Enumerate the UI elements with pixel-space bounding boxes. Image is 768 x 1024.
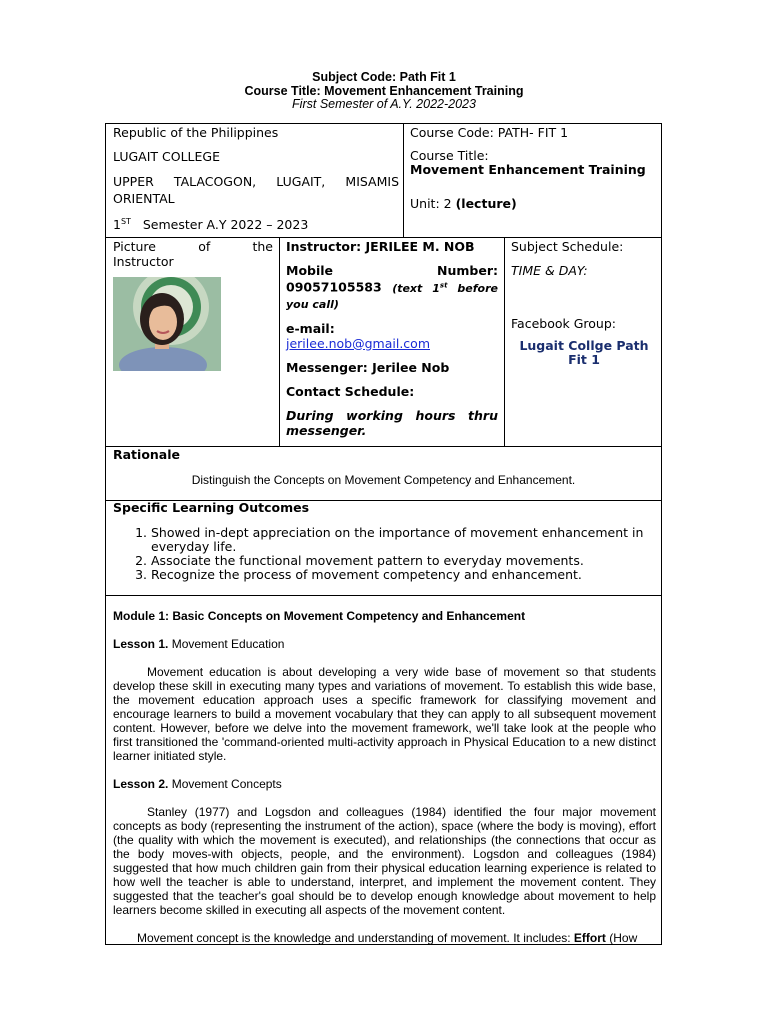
mobile-word: Mobile bbox=[286, 263, 334, 278]
module-title: Module 1: Basic Concepts on Movement Competency and Enhancement bbox=[113, 609, 526, 623]
republic-text: Republic of the Philippines bbox=[113, 125, 279, 140]
divider bbox=[279, 237, 280, 447]
rationale-title: Rationale bbox=[113, 447, 181, 462]
lesson1-title: Movement Education bbox=[168, 637, 285, 651]
course-info bbox=[410, 125, 658, 211]
instructor-word: Instructor bbox=[113, 254, 174, 269]
outcome-item bbox=[151, 568, 657, 582]
semester-info bbox=[113, 214, 399, 232]
divider bbox=[106, 237, 661, 238]
outcome-text: Associate the functional movement pattern to everyday movements. bbox=[151, 553, 584, 568]
divider bbox=[504, 237, 505, 447]
outcomes-title: Specific Learning Outcomes bbox=[113, 500, 310, 515]
semester-number: 1 bbox=[113, 217, 121, 233]
lesson1-paragraph: Movement education is about developing a very wide base of movement so that students develop these skill in executing many types and variations of movement. To establish this wide base, the movement education approach uses a specific framework for classifying movement and encourage learners to build a movement vocabulary that they can apply to all subsequent movement content. However, before we delve into the movement framework, we'll take look at the people who first transitioned the 'command-oriented multi-activity approach in Physical Education to a new distinct learner initiated style. bbox=[113, 665, 656, 763]
mobile-note-text-2: before you call) bbox=[286, 281, 498, 311]
divider bbox=[403, 124, 404, 238]
of-word: of bbox=[198, 239, 211, 254]
course-info-table bbox=[105, 123, 662, 945]
college-address: UPPER TALACOGON, LUGAIT, MISAMIS ORIENTAL bbox=[113, 174, 399, 206]
contact-schedule-label: Contact Schedule: bbox=[286, 383, 415, 399]
subject-schedule-label: Subject Schedule: bbox=[511, 239, 624, 254]
divider bbox=[106, 595, 661, 596]
lesson2-label: Lesson 2. bbox=[113, 777, 169, 791]
mobile-number: 09057105583 bbox=[286, 279, 382, 295]
email-container bbox=[286, 336, 498, 351]
picture-word: Picture bbox=[113, 239, 156, 254]
outcome-item bbox=[151, 554, 657, 568]
course-code: Course Code: PATH- FIT 1 bbox=[410, 125, 569, 140]
outcome-item bbox=[151, 526, 657, 554]
time-day-label: TIME & DAY: bbox=[511, 263, 588, 278]
course-title-header: Course Title: Movement Enhancement Training bbox=[244, 83, 524, 98]
subject-code: Subject Code: Path Fit 1 bbox=[312, 70, 456, 84]
messenger-info: Messenger: Jerilee Nob bbox=[286, 359, 450, 375]
number-word: Number: bbox=[437, 263, 498, 278]
concept-tail: (How bbox=[605, 931, 638, 945]
facebook-group-name: Lugait Collge Path Fit 1 bbox=[519, 338, 649, 367]
lesson2-title: Movement Concepts bbox=[168, 777, 282, 791]
semester-header: First Semester of A.Y. 2022-2023 bbox=[292, 97, 476, 111]
instructor-photo bbox=[113, 277, 221, 371]
unit-info bbox=[410, 196, 658, 211]
course-title-label: Course Title: bbox=[410, 148, 489, 163]
college-name: LUGAIT COLLEGE bbox=[113, 149, 221, 164]
the-word: the bbox=[252, 239, 273, 254]
semester-superscript: ST bbox=[120, 217, 131, 226]
lesson2-heading bbox=[113, 777, 656, 791]
unit-value: (lecture) bbox=[455, 196, 517, 211]
divider bbox=[106, 446, 661, 447]
outcome-text: Recognize the process of movement competency and enhancement. bbox=[151, 567, 582, 582]
unit-label: Unit: 2 bbox=[410, 196, 452, 211]
school-info bbox=[113, 125, 399, 232]
rationale-text: Distinguish the Concepts on Movement Competency and Enhancement. bbox=[191, 473, 576, 487]
lesson1-label: Lesson 1. bbox=[113, 637, 169, 651]
schedule-info bbox=[511, 239, 657, 367]
outcome-text: Showed in-dept appreciation on the importance of movement enhancement in everyday life. bbox=[151, 525, 644, 554]
mobile-label bbox=[286, 263, 498, 278]
outcomes-list bbox=[106, 526, 657, 582]
mobile-note-text: (text 1 bbox=[392, 281, 440, 295]
facebook-group-label: Facebook Group: bbox=[511, 316, 616, 331]
email-label: e-mail: bbox=[286, 320, 335, 336]
instructor-photo-image bbox=[113, 277, 221, 371]
semester-text: Semester A.Y 2022 – 2023 bbox=[142, 217, 309, 233]
mobile-info bbox=[286, 278, 498, 312]
contact-schedule-value: During working hours thru messenger. bbox=[286, 407, 498, 438]
module-content bbox=[113, 609, 656, 945]
concept-effort: Effort bbox=[573, 931, 606, 945]
picture-label bbox=[113, 239, 273, 269]
instructor-name: Instructor: JERILEE M. NOB bbox=[286, 239, 475, 254]
course-title-value: Movement Enhancement Training bbox=[410, 162, 646, 177]
mobile-note-sup: st bbox=[439, 281, 448, 289]
concept-paragraph bbox=[113, 931, 656, 945]
document-header bbox=[0, 71, 768, 112]
lesson2-paragraph: Stanley (1977) and Logsdon and colleagues (1984) identified the four major movement concepts as body (representing the instrument of the action), space (where the body is moving), effort (the quality with which the movement is executed), and relationships (the connections that occur as the body moves-with objects, people, and the environment). Logsdon and colleagues (1984) suggested that how much children gain from their physical education learning experience is related to how well the teacher is able to understand, interpret, and implement the movement content. They suggested that the teacher's goal should be to develop enough knowledge about movement to help learners become skilled in executing all aspects of the movement content. bbox=[113, 805, 656, 917]
instructor-details bbox=[286, 239, 498, 438]
email-link[interactable]: jerilee.nob@gmail.com bbox=[286, 335, 430, 351]
lesson1-heading bbox=[113, 637, 656, 651]
concept-text: Movement concept is the knowledge and understanding of movement. It includes: bbox=[137, 931, 574, 945]
